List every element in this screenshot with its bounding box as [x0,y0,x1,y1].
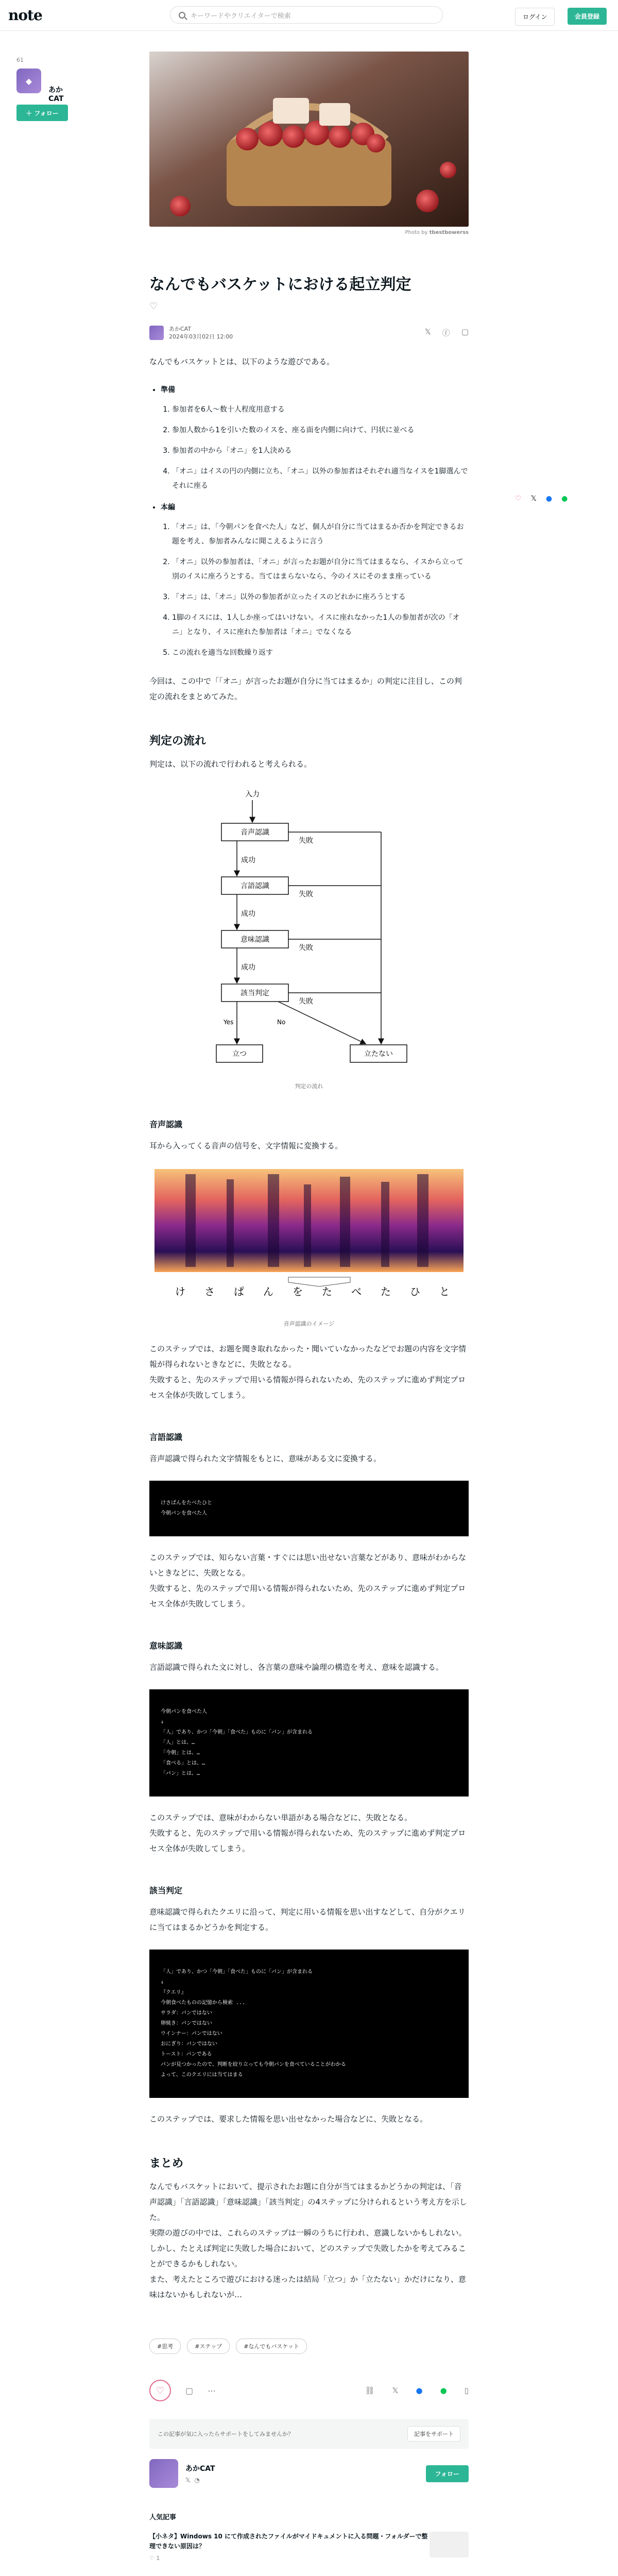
code-line: けさぱんをたべたひと [161,1500,212,1506]
flow-fail-label: 失敗 [299,890,313,899]
flow-fail-label: 失敗 [299,944,313,953]
mr-para-2: 失敗すると、先のステップで用いる情報が得られないため、先のステップに進めず判定プロセス全体が失敗してしまう。 [149,1828,466,1854]
heart-icon[interactable]: ♡ [515,495,522,503]
tag-list [149,2338,469,2354]
side-badge: 61 [16,57,24,63]
sr-char: べ [351,1285,362,1298]
sr-char: け [175,1285,185,1298]
side-follow-button[interactable] [16,105,68,121]
comment-icon[interactable]: ▢ [461,327,469,337]
para-focus: 今回は、この中で「「オニ」が言ったお題が自分に当てはまるか」の判定に注目し、この判定の流れをまとめてみた。 [149,676,462,702]
main-item: 3. 「オニ」は、「オニ」以外の参加者が立ったイスのどれかに座ろうとする [172,590,469,604]
sr-para-1: このステップでは、お題を聞き取れなかった・聞いていなかったなどでお題の内容を文字情報が得られないときなどに、失敗となる。 [149,1344,467,1369]
mr-text: 言語認識で得られた文に対し、各言葉の意味や論理の構造を考え、意味を認識する。 [149,1663,443,1672]
facebook-icon[interactable]: ⓕ [442,328,450,338]
sr-text: 耳から入ってくる音声の信号を、文字情報に変換する。 [149,1141,343,1151]
search-input[interactable] [170,6,443,24]
flow-input: 入力 [245,790,260,799]
summary-3: しかし、たとえば判定に失敗した場合において、どのステップで失敗したかを考えてみることができるかもしれない。 [149,2244,466,2269]
lr-para-1: このステップでは、知らない言葉・すぐには思い出せない言葉などがあり、意味がわからないときなどに、失敗となる。 [149,1553,467,1578]
sr-para-2: 失敗すると、先のステップで用いる情報が得られないため、先のステップに進めず判定プロセス全体が失敗してしまう。 [149,1375,466,1400]
mr-para-1: このステップでは、意味がわからない単語がある場合などに、失敗となる。 [149,1813,413,1823]
sr-char: た [322,1285,332,1298]
summary-2: 実際の遊びの中では、これらのステップは一瞬のうちに行われ、意識しないかもしれない。 [149,2228,467,2238]
main-heading: 本編 [161,503,175,512]
flow-caption: 判定の流れ [295,1083,323,1090]
code-line: ↓ [161,1979,164,1986]
code-line: 「人」であり、かつ「今朝」「食べた」ものに「パン」が含まれる [161,1969,313,1975]
code-line: 今朝パンを食べた人 [161,1709,207,1715]
sr-char: を [293,1285,303,1298]
code-line: 「人」とは、… [161,1740,195,1746]
rss-icon[interactable]: ◔ [194,2477,200,2484]
summary-4: また、考えたところで遊びにおける迷ったは結局「立つ」か「立たない」かだけになり、意味はないかもしれないが… [149,2275,466,2300]
code-line: おにぎり：パンではない [161,2041,217,2047]
tag-chip[interactable]: #なんでもバスケット [236,2338,307,2354]
mr-codebox [149,1689,469,1797]
prep-item: 4. 「オニ」はイスの円の内側に立ち、「オニ」以外の参加者はそれぞれ適当なイスを1脚選んでそれに座る [172,464,469,493]
line-share-icon[interactable]: ● [561,495,568,503]
floating-share-bar [515,495,568,503]
flow-node-jd: 該当判定 [241,989,269,998]
author-avatar[interactable]: ◆ [16,69,41,93]
sr-caption: 音声認識のイメージ [283,1320,335,1328]
prep-item: 2. 参加人数から1を引いた数のイスを、座る面を内側に向けて、円状に並べる [172,423,469,437]
rules-list [161,383,469,660]
tag-chip[interactable]: #ステップ [187,2338,230,2354]
code-line: 「パン」とは、… [161,1771,200,1777]
line-icon[interactable]: ● [440,2386,447,2396]
heart-icon: ♡ [149,2554,154,2562]
article [149,52,469,2576]
author-name[interactable]: あかCAT [185,2465,215,2473]
site-header [0,0,618,31]
article-meta [149,325,469,341]
x-icon[interactable]: 𝕏 [185,2477,191,2484]
like-icon[interactable]: ♡ [149,300,158,312]
flow-ok-label: 成功 [241,856,255,865]
heading-language: 言語認識 [149,1432,183,1443]
author-follow-button[interactable]: フォロー [426,2465,469,2482]
flow-diagram [149,787,469,1090]
article-title: なんでもバスケットにおける起立判定 [149,276,411,294]
heading-meaning: 意味認識 [149,1641,183,1651]
note-logo[interactable]: note [8,7,42,24]
heading-summary: まとめ [149,2157,184,2171]
prep-heading: 準備 [161,386,175,395]
photo-credit-name[interactable]: tbestbowerss [429,230,469,235]
popular-likes: 1 [156,2554,160,2562]
sr-char: と [439,1285,450,1298]
flow-node-mr: 意味認識 [241,936,269,944]
jd-text: 意味認識で得られたクエリに沿って、判定に用いる情報を思い出すなどして、自分がクエリに当てはまるかどうかを判定する。 [149,1907,466,1933]
meta-avatar[interactable] [149,326,164,340]
login-button[interactable]: ログイン [515,8,555,26]
flow-node-lr: 言語認識 [241,882,269,891]
code-line: 「今朝」とは、… [161,1750,200,1756]
main-item: 5. この流れを適当な回数繰り返す [172,646,469,660]
author-avatar[interactable] [149,2459,178,2488]
flow-yes-label: Yes [224,1019,234,1026]
heading-judge: 該当判定 [149,1886,183,1896]
lr-para-2: 失敗すると、先のステップで用いる情報が得られないため、先のステップに進めず判定プロセス全体が失敗してしまう。 [149,1584,466,1609]
article-action-bar [149,2380,469,2412]
code-line: 『クエリ』 [161,1990,186,1996]
main-item: 1. 「オニ」は、「今朝パンを食べた人」など、個人が自分に当てはまるか否かを判定できるお題を考え、参加者みんなに聞こえるように言う [172,520,469,549]
sr-char: た [381,1285,391,1298]
photo-credit [149,230,469,235]
flow-fail-label: 失敗 [299,997,313,1006]
x-icon[interactable]: 𝕏 [424,327,431,337]
flow-intro: 判定は、以下の流れで行われると考えられる。 [149,759,312,769]
popular-item[interactable] [149,2532,469,2567]
code-line: ↓ [161,1719,164,1725]
flow-fail-label: 失敗 [299,837,313,845]
flow-stand: 立つ [232,1050,247,1059]
main-item: 4. 1脚のイスには、1人しか座ってはいけない。イスに座れなかった1人の参加者が次の「オニ」となり、イスに座れた参加者は「オニ」でなくなる [172,611,469,639]
flow-ok-label: 成功 [241,910,255,919]
heading-flow: 判定の流れ [149,735,207,748]
lr-codebox [149,1481,469,1536]
spectrogram-figure [149,1169,469,1328]
heading-speech: 音声認識 [149,1120,183,1130]
popular-title[interactable]: 【小ネタ】Windows 10 にて作成されたファイルがマイドキュメントに入る問題・フォルダーで整理できない原因は？ [149,2533,428,2550]
code-line: サラダ：パンではない [161,2010,212,2016]
code-line: 今朝パンを食べた人 [161,1511,207,1517]
author-card [149,2459,469,2488]
popular-thumbnail[interactable] [430,2532,469,2557]
main-item: 2. 「オニ」以外の参加者は、「オニ」が言ったお題が自分に当てはまるなら、イスから立って別のイスに座ろうとする。当てはまらないなら、今のイスにそのまま座っている [172,555,469,584]
bookmark-icon[interactable]: ▯ [464,2386,469,2396]
sr-char: ひ [410,1285,420,1298]
side-author-name[interactable]: あかCAT [48,86,64,103]
flow-no-label: No [277,1019,286,1026]
flow-nostand: 立たない [364,1050,393,1059]
sr-char: さ [204,1285,215,1298]
comment-icon[interactable]: ▢ [185,2385,194,2396]
search-placeholder: キーワードやクリエイターで検索 [191,12,291,20]
code-line: トースト：パンである [161,2052,212,2058]
summary-1: なんでもバスケットにおいて、提示されたお題に自分が当てはまるかどうかの判定は、「音声認識」「言語認識」「意味認識」「該当判定」の4ステップに分けられるという考え方を示した。 [149,2182,467,2223]
like-button[interactable] [149,2380,171,2401]
user-plus-icon: ＋ [26,109,32,117]
code-line: パンが見つかったので、判断を絞り立っても今朝パンを食べていることがわかる [161,2062,346,2068]
heart-icon: ♡ [156,2385,165,2396]
support-text: この記事が気に入ったらサポートをしてみませんか？ [158,2431,294,2438]
meta-author[interactable]: あかCAT [169,325,192,332]
facebook-icon[interactable]: ● [416,2386,423,2396]
flow-ok-label: 成功 [241,963,255,972]
jd-para-1: このステップでは、要求した情報を思い出せなかった場合などに、失敗となる。 [149,2114,428,2124]
code-line: よって、このクエリには当てはまる [161,2072,243,2078]
sr-char: ん [263,1285,273,1298]
hero-image [149,52,469,227]
popular-heading: 人気記事 [149,2514,177,2522]
lr-text: 音声認識で得られた文字情報をもとに、意味がある文に変換する。 [149,1454,382,1464]
support-button[interactable]: 記事をサポート [407,2426,460,2442]
jd-codebox [149,1950,469,2098]
sr-char: ぱ [234,1285,244,1298]
signup-button[interactable]: 会員登録 [568,8,607,25]
facebook-share-icon[interactable]: ● [545,495,553,503]
meta-date: 2024年03月02日 12:00 [169,333,233,340]
prep-item: 1. 参加者を6人〜数十人程度用意する [172,402,469,417]
code-line: 卵焼き：パンではない [161,2021,212,2027]
flow-node-sr: 音声認識 [241,828,269,837]
x-icon[interactable]: 𝕏 [392,2386,399,2396]
prep-item: 3. 参加者の中から「オニ」を1人決める [172,444,469,458]
code-line: ウインナー：パンではない [161,2031,222,2037]
link-icon[interactable]: ⛓ [365,2386,375,2396]
intro-text: なんでもバスケットとは、以下のような遊びである。 [149,357,335,367]
photo-credit-label: Photo by [405,230,428,235]
code-line: 「人」であり、かつ「今朝」「食べた」ものに「パン」が含まれる [161,1730,313,1736]
x-share-icon[interactable]: 𝕏 [530,495,537,503]
search-icon [179,12,185,19]
more-icon[interactable]: ⋯ [208,2385,216,2396]
side-author-panel [16,57,73,121]
side-follow-label: フォロー [34,109,59,117]
code-line: 「食べる」とは、… [161,1760,205,1767]
tag-chip[interactable]: #思考 [149,2338,181,2354]
code-line: 今朝食べたものの記憶から検索 ... [161,2000,246,2006]
support-box [149,2419,469,2449]
